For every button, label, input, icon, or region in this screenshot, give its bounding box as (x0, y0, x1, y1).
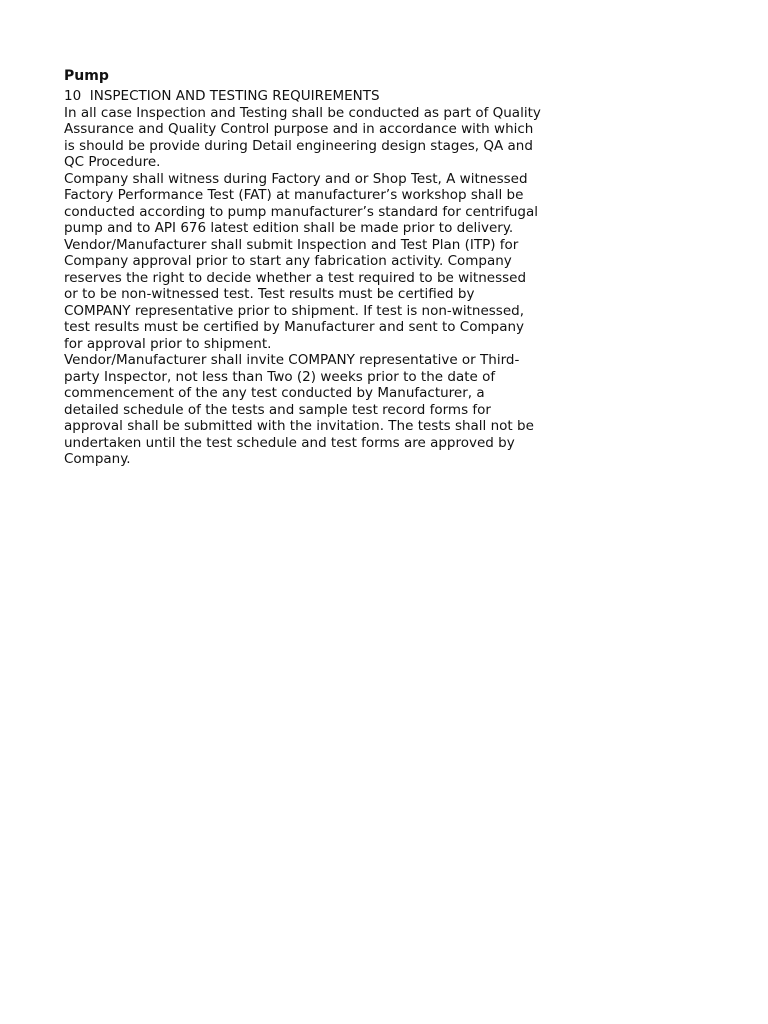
text-line: approval shall be submitted with the invitation. The tests shall not be (64, 418, 534, 434)
document-body (64, 68, 564, 468)
text-line: test results must be certified by Manufacturer and sent to Company (64, 319, 525, 335)
document-title: Pump (64, 68, 109, 84)
text-line: Vendor/Manufacturer shall submit Inspection and Test Plan (ITP) for (64, 236, 519, 253)
text-line: Factory Performance Test (FAT) at manufacturer’s workshop shall be (64, 187, 524, 203)
text-line: party Inspector, not less than Two (2) weeks prior to the date of (64, 368, 496, 385)
text-line: Company approval prior to start any fabrication activity. Company (64, 253, 512, 269)
text-line: detailed schedule of the tests and sample test record forms for (64, 401, 491, 418)
text-line: In all case Inspection and Testing shall be conducted as part of Quality (64, 104, 541, 121)
text-line: commencement of the any test conducted by Manufacturer, a (64, 385, 485, 401)
text-line: Company. (64, 451, 131, 467)
text-line: conducted according to pump manufacturer’s standard for centrifugal (64, 203, 539, 220)
text-line: Company shall witness during Factory and or Shop Test, A witnessed (64, 170, 528, 187)
text-line: pump and to API 676 latest edition shall be made prior to delivery. (64, 220, 514, 236)
text-line: QC Procedure. (64, 154, 161, 170)
text-line: Vendor/Manufacturer shall invite COMPANY representative or Third- (64, 352, 520, 368)
text-line: is should be provide during Detail engineering design stages, QA and (64, 137, 533, 154)
text-line: Assurance and Quality Control purpose and in accordance with which (64, 121, 534, 137)
text-line: reserves the right to decide whether a test required to be witnessed (64, 269, 527, 286)
section-heading: 10 INSPECTION AND TESTING REQUIREMENTS (64, 88, 380, 104)
text-line: undertaken until the test schedule and test forms are approved by (64, 434, 515, 451)
text-line: COMPANY representative prior to shipment. If test is non-witnessed, (64, 302, 524, 319)
text-line: or to be non-witnessed test. Test results must be certified by (64, 286, 475, 302)
text-line: for approval prior to shipment. (64, 335, 272, 352)
